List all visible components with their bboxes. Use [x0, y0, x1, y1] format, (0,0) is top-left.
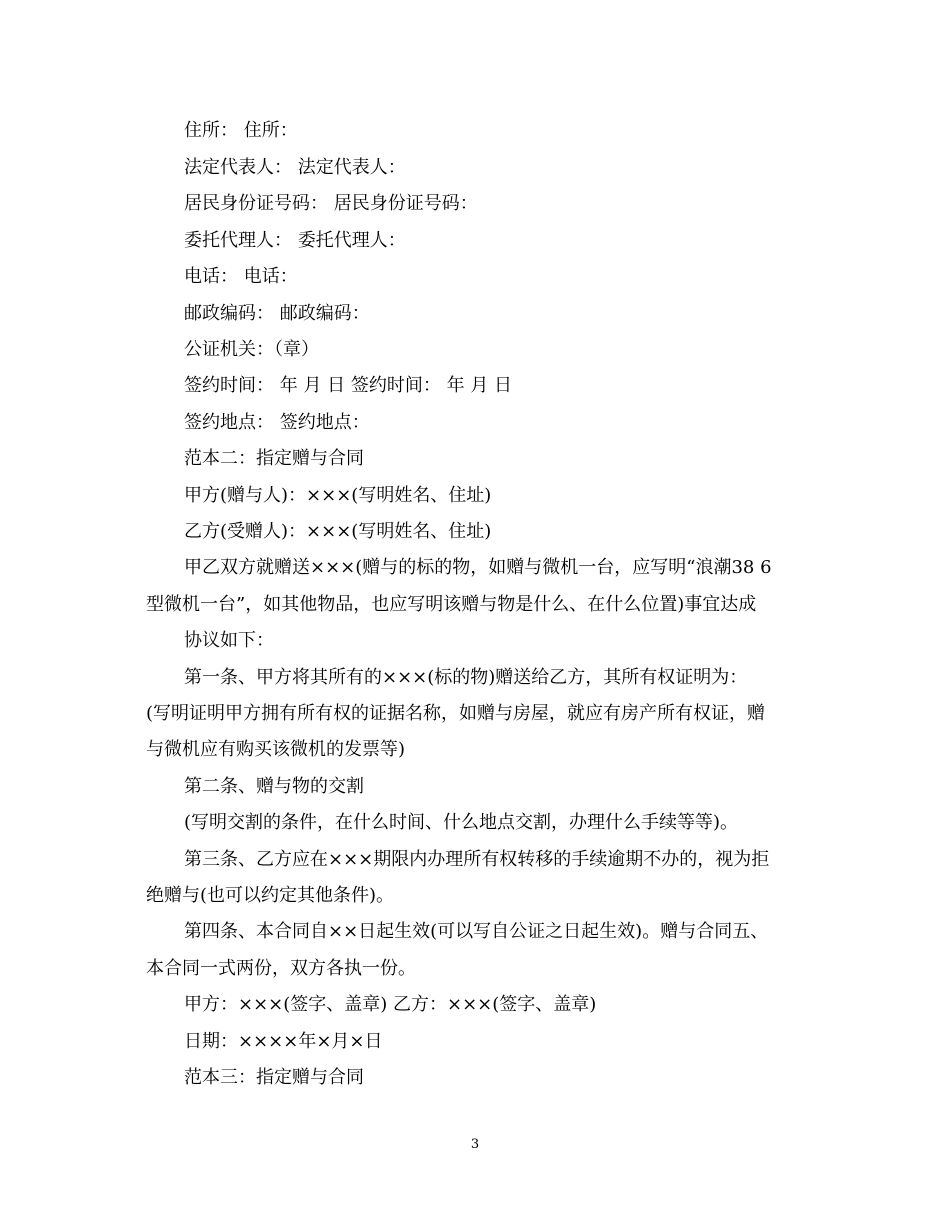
page-number: 3	[470, 1137, 480, 1152]
text-line: 甲方：×××(签字、盖章) 乙方：×××(签字、盖章)	[184, 994, 597, 1015]
text-line: 电话： 电话：	[184, 266, 298, 287]
text-line: 签约地点： 签约地点：	[184, 412, 370, 433]
text-line: 绝赠与(也可以约定其他条件)。	[146, 885, 395, 906]
section-heading: 范本三：指定赠与合同	[184, 1067, 364, 1088]
text-line: 乙方(受赠人)：×××(写明姓名、住址)	[184, 521, 492, 542]
text-line: 第四条、本合同自××日起生效(可以写自公证之日起生效)。赠与合同五、	[184, 921, 769, 942]
text-line: 第二条、赠与物的交割	[184, 776, 364, 797]
text-line: 居民身份证号码： 居民身份证号码：	[184, 193, 478, 214]
text-line: 第一条、甲方将其所有的×××(标的物)赠送给乙方，其所有权证明为：	[184, 667, 748, 688]
text-line: (写明证明甲方拥有所有权的证据名称，如赠与房屋，就应有房产所有权证，赠	[146, 703, 766, 724]
text-line: 甲方(赠与人)：×××(写明姓名、住址)	[184, 485, 492, 506]
text-line: 第三条、乙方应在×××期限内办理所有权转移的手续逾期不办的，视为拒	[184, 849, 770, 870]
text-line: 与微机应有购买该微机的发票等)	[146, 739, 406, 760]
text-line: 本合同一式两份，双方各执一份。	[146, 958, 416, 979]
text-line: 住所： 住所：	[184, 120, 298, 141]
text-line: 法定代表人： 法定代表人：	[184, 157, 406, 178]
text-line: 甲乙双方就赠送×××(赠与的标的物，如赠与微机一台，应写明“浪潮38 6	[184, 557, 772, 578]
section-heading: 范本二：指定赠与合同	[184, 448, 364, 469]
text-line: (写明交割的条件，在什么时间、什么地点交割，办理什么手续等等)。	[184, 812, 739, 833]
text-line: 公证机关：（章）	[184, 339, 319, 360]
text-line: 型微机一台”，如其他物品，也应写明该赠与物是什么、在什么位置)事宜达成	[146, 594, 757, 615]
text-line: 签约时间： 年 月 日 签约时间： 年 月 日	[184, 375, 513, 396]
text-line: 邮政编码： 邮政编码：	[184, 303, 370, 324]
text-line: 协议如下：	[184, 630, 274, 651]
text-line: 委托代理人： 委托代理人：	[184, 230, 406, 251]
text-line: 日期：××××年×月×日	[184, 1031, 383, 1052]
